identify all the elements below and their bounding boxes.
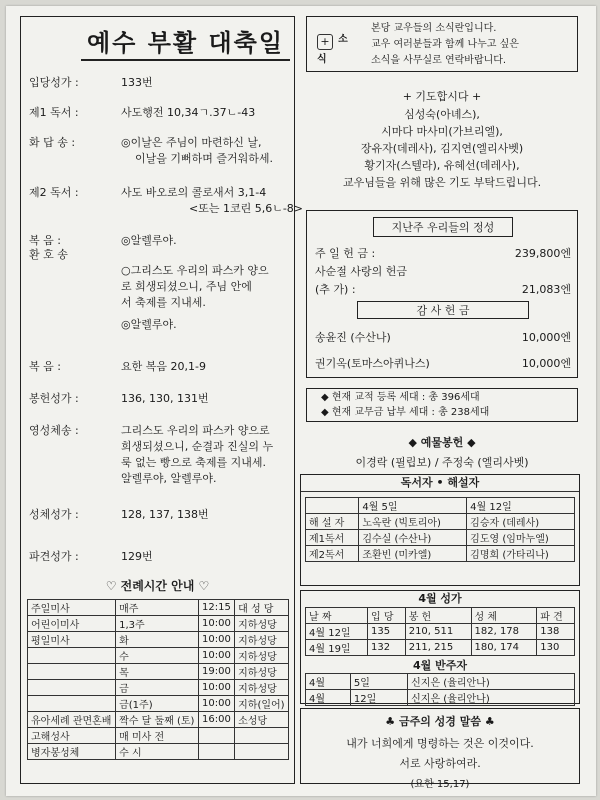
prayer-list [306, 106, 578, 191]
table-cell: 김승자 (데레사) [467, 514, 575, 530]
notice-box [306, 16, 578, 72]
table-cell: 5일 [350, 674, 407, 690]
table-cell [306, 498, 359, 514]
row-label: 사순절 사랑의 헌금 [315, 265, 408, 278]
table-cell: 지하성당 [235, 632, 289, 648]
prayer-line: 교우님들을 위해 많은 기도 부탁드립니다. [342, 176, 542, 189]
row-value: 239,800엔 [514, 247, 571, 260]
schedule-row [28, 696, 289, 712]
table-header [306, 608, 575, 624]
table-cell: 매 미사 전 [116, 728, 199, 744]
news-column [298, 16, 580, 790]
table-cell: 소성당 [235, 712, 289, 728]
table-cell: 4월 [306, 690, 351, 706]
table-cell: 182, 178 [471, 624, 537, 640]
members-box: ◆ 현재 교적 등록 세대 : 총 396세대 ◆ 현재 교무금 납부 세대 : 총 238세대 [306, 388, 578, 422]
table-cell [235, 744, 289, 760]
table-cell: 성 체 [471, 608, 537, 624]
row-value: 21,083엔 [521, 283, 571, 296]
flower-names: 이경락 (필립보) / 주정숙 (엘리사벳) [355, 456, 529, 469]
table-cell: 김도영 (임마누엘) [467, 530, 575, 546]
table-cell: 12일 [350, 690, 407, 706]
prayer-line: 심성숙(아녜스), [404, 108, 480, 121]
liturgy-column: 예수 부활 대축일 입당성가 : 133번 제1 독서 : 사도행전 10,34ㄱ.37ㄴ-43 화 답 송 : ◎이날은 주님이 마련하신 날, 이날을 기뻐하며 즐거워하세. 제2 독서 : 사도 바오로의 콜로새서 3,1-4 <또는 1코린 5,6ㄴ-8> 복 음 : 환 호 송 ◎알렐루야. ○그리스도 우리의 파스카 양으 로 희생되셨으니, 주님 안에 서 축제를 지내세. ◎알렐루야. 복 음 : 요한 복음 20,1-9 봉헌성가 : 136, 130, 131번 영성체송 : 그리스도 우리의 파스카 양으로 희생되셨으니, 순결과 진실의 누 룩 없는 빵으로 축제를 지내세. 알렐루야, 알렐루야. 성체성가 : 128, 137, 138번 파견성가 : 129번 ♡ 전례시간 안내 ♡ 주일미사 매주 12:15 대 성 당 어린이미사 1,3주 10:00 지하성당 평일미사 화 10:00 지하성당 수 10:00 지하성당 목 19:00 지하성당 금 10:00 지하성당 금(1주) 10:00 지하(일어) 유아세례 관면혼배 짝수 달 둘째 (토) 16:00 소성당 고해성사 매 미사 전 병자봉성체 수 시 [20, 16, 295, 784]
schedule-row [28, 680, 289, 696]
table-cell: 평일미사 [28, 632, 116, 648]
table-cell: 12:15 [199, 600, 235, 616]
table-cell: 봉 헌 [405, 608, 471, 624]
table-cell: 4월 12일 [306, 624, 368, 640]
offering-row [315, 281, 571, 299]
flower-title: ◆ 예물봉헌 ◆ [408, 436, 476, 449]
table-cell: 지하성당 [235, 664, 289, 680]
table-cell: 4월 5일 [359, 498, 467, 514]
news-icon: + 소식 [317, 34, 348, 65]
table-cell: 병자봉성체 [28, 744, 116, 760]
row-label: 주 일 헌 금 : [315, 247, 376, 260]
table-cell: 10:00 [199, 680, 235, 696]
table-cell: 1,3주 [116, 616, 199, 632]
table-cell: 어린이미사 [28, 616, 116, 632]
offering-list [315, 245, 571, 299]
verse-line-1: 내가 너희에게 명령하는 것은 이것이다. [346, 737, 534, 750]
schedule-row [28, 600, 289, 616]
table-cell: 수 시 [116, 744, 199, 760]
row-value: 10,000엔 [521, 357, 571, 370]
readers-table [305, 497, 575, 562]
verse-line-2: 서로 사랑하여라. [399, 757, 481, 770]
table-cell: 138 [537, 624, 575, 640]
schedule-row [28, 664, 289, 680]
table-cell: 180, 174 [471, 640, 537, 656]
table-cell [28, 664, 116, 680]
offering-row [315, 263, 571, 281]
schedule-row [28, 616, 289, 632]
schedule-title: ♡ 전례시간 안내 ♡ [105, 579, 210, 593]
prayer-line: 장유자(데레사), 김지연(엘리사벳) [360, 142, 524, 155]
thanks-row [315, 325, 571, 351]
schedule-table [27, 599, 289, 760]
row-label: (추 가) : [315, 283, 356, 296]
hymn-row [306, 640, 575, 656]
table-cell: 해 설 자 [306, 514, 359, 530]
table-cell: 제2독서 [306, 546, 359, 562]
offering-box [306, 210, 578, 378]
table-cell: 지하(일어) [235, 696, 289, 712]
table-cell: 10:00 [199, 616, 235, 632]
table-cell: 매주 [116, 600, 199, 616]
notice-text: 본당 교우들의 소식란입니다. 교우 여러분들과 함께 나누고 싶은 소식을 사무실로 연락바랍니다. [371, 23, 519, 66]
table-cell: 파 견 [537, 608, 575, 624]
table-cell: 4월 [306, 674, 351, 690]
table-cell: 입 당 [368, 608, 406, 624]
prayer-line: 황기자(스텔라), 유혜선(데레사), [364, 159, 520, 172]
thanks-title: 감 사 헌 금 [357, 301, 529, 319]
readers-box [300, 474, 580, 586]
page-title: 예수 부활 대축일 [81, 23, 290, 61]
table-cell [235, 728, 289, 744]
table-cell: 16:00 [199, 712, 235, 728]
schedule-row [28, 728, 289, 744]
schedule-row [28, 648, 289, 664]
verse-box [300, 708, 580, 790]
table-cell: 제1독서 [306, 530, 359, 546]
table-cell: 신지은 (율리안나) [408, 674, 575, 690]
table-cell: 211, 215 [405, 640, 471, 656]
table-cell [28, 696, 116, 712]
server-title: 4월 반주자 [413, 659, 467, 672]
table-cell: 130 [537, 640, 575, 656]
table-cell [199, 728, 235, 744]
table-cell: 대 성 당 [235, 600, 289, 616]
server-row [306, 674, 575, 690]
prayer-line: 시마다 마사미(가브리엘), [381, 125, 503, 138]
thanks-row [315, 351, 571, 377]
row-label: 송윤진 (수산나) [315, 331, 391, 344]
table-cell: 김명희 (가타리나) [467, 546, 575, 562]
table-cell: 지하성당 [235, 616, 289, 632]
offering-title: 지난주 우리들의 정성 [373, 217, 513, 237]
thanks-list [315, 325, 571, 377]
table-cell: 10:00 [199, 696, 235, 712]
table-cell: 210, 511 [405, 624, 471, 640]
verse-title: ♣ 금주의 성경 말씀 ♣ [385, 715, 495, 728]
server-row [306, 690, 575, 706]
server-table [305, 673, 575, 706]
prayer-title: + 기도합시다 + [402, 90, 482, 103]
hymn-row [306, 624, 575, 640]
schedule-row [28, 744, 289, 760]
hymn-title: 4월 성가 [418, 592, 462, 605]
bulletin-sheet [6, 6, 596, 796]
table-cell: 고해성사 [28, 728, 116, 744]
table-cell: 4월 12일 [467, 498, 575, 514]
table-cell: 날 짜 [306, 608, 368, 624]
table-cell: 지하성당 [235, 648, 289, 664]
reader-row [306, 546, 575, 562]
offering-row [315, 245, 571, 263]
schedule-row [28, 632, 289, 648]
table-cell: 김수실 (수산나) [359, 530, 467, 546]
table-cell: 금(1주) [116, 696, 199, 712]
table-cell: 금 [116, 680, 199, 696]
hymn-box [300, 590, 580, 704]
table-cell: 10:00 [199, 648, 235, 664]
table-cell [199, 744, 235, 760]
row-value: 10,000엔 [521, 331, 571, 344]
table-cell: 조환빈 (미카엘) [359, 546, 467, 562]
table-cell: 화 [116, 632, 199, 648]
row-label: 권기옥(토마스아퀴나스) [315, 357, 430, 370]
table-cell: 주일미사 [28, 600, 116, 616]
table-cell [28, 680, 116, 696]
hymn-table [305, 607, 575, 656]
table-cell: 10:00 [199, 632, 235, 648]
table-cell: 유아세례 관면혼배 [28, 712, 116, 728]
schedule-row [28, 712, 289, 728]
table-header [306, 498, 575, 514]
table-cell [28, 648, 116, 664]
table-cell: 목 [116, 664, 199, 680]
reader-row [306, 530, 575, 546]
table-cell: 지하성당 [235, 680, 289, 696]
table-cell: 132 [368, 640, 406, 656]
table-cell: 노옥란 (빅토리아) [359, 514, 467, 530]
table-cell: 수 [116, 648, 199, 664]
table-cell: 19:00 [199, 664, 235, 680]
table-cell: 135 [368, 624, 406, 640]
table-cell: 짝수 달 둘째 (토) [116, 712, 199, 728]
table-cell: 4월 19일 [306, 640, 368, 656]
readers-title: 독서자 • 해설자 [301, 475, 579, 492]
verse-reference: (요한 15,17) [410, 779, 470, 790]
reader-row [306, 514, 575, 530]
table-cell: 신지은 (율리안나) [408, 690, 575, 706]
